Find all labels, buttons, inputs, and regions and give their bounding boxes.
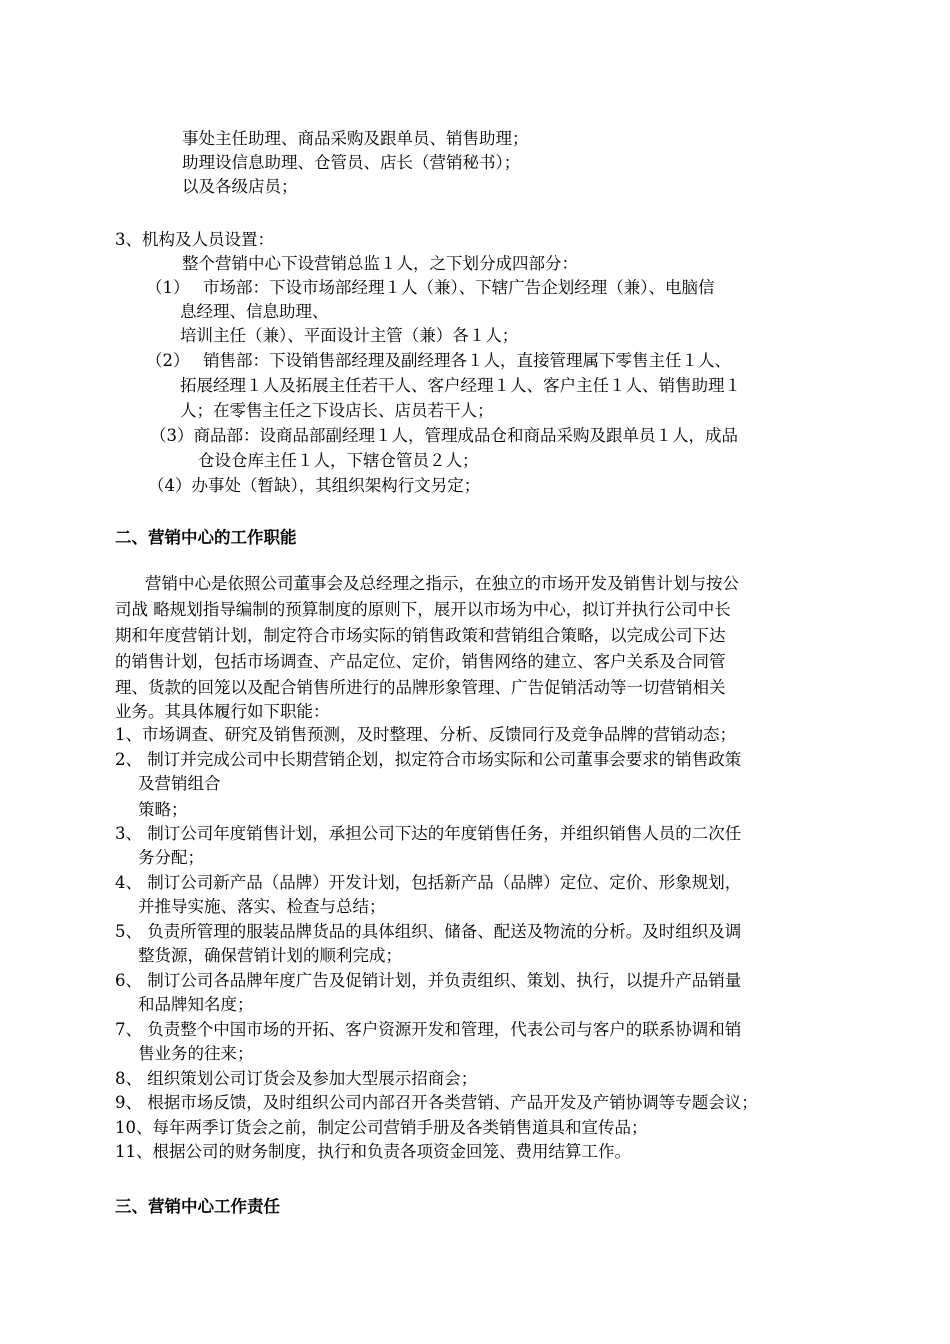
duty-item: 7、 负责整个中国市场的开拓、客户资源开发和管理，代表公司与客户的联系协调和销 [115,1020,742,1039]
org-item-line: （1） 市场部：下设市场部经理１人（兼）、下辖广告企划经理（兼）、电脑信 [146,278,715,297]
paragraph-line: 理、货款的回笼以及配合销售所进行的品牌形象管理、广告促销活动等一切营销相关 [115,678,726,697]
duty-item: 3、 制订公司年度销售计划，承担公司下达的年度销售任务，并组织销售人员的二次任 [115,824,742,843]
duty-item: 和品牌知名度； [138,995,254,1014]
paragraph-line: 业务。其具体履行如下职能： [115,702,330,721]
duty-item: 并推导实施、落实、检查与总结； [138,897,386,916]
text-line: 整个营销中心下设营销总监１人，之下划分成四部分： [182,254,578,273]
duty-item: 8、 组织策划公司订货会及参加大型展示招商会； [115,1069,478,1088]
duty-item: 及营销组合 [138,774,221,793]
org-item-line: 仓设仓库主任１人，下辖仓管员２人； [198,451,479,470]
section-title: 3、机构及人员设置： [115,230,274,249]
paragraph-line: 期和年度营销计划，制定符合市场实际的销售政策和营销组合策略，以完成公司下达 [115,626,726,645]
org-item-line: 人；在零售主任之下设店长、店员若干人； [180,401,494,420]
org-item-line: 息经理、信息助理、 [180,302,329,321]
paragraph-line: 的销售计划，包括市场调查、产品定位、定价，销售网络的建立、客户关系及合同管 [115,652,726,671]
duty-item: 6、 制订公司各品牌年度广告及促销计划，并负责组织、策划、执行，以提升产品销量 [115,971,742,990]
duty-item: 10、每年两季订货会之前，制定公司营销手册及各类销售道具和宣传品； [115,1118,648,1137]
paragraph-line: 司战 略规划指导编制的预算制度的原则下，展开以市场为中心，拟订并执行公司中长 [115,600,731,619]
paragraph-line: 营销中心是依照公司董事会及总经理之指示，在独立的市场开发及销售计划与按公 [145,574,739,593]
duty-item: 策略； [138,800,188,819]
section-heading: 三、营销中心工作责任 [115,1197,280,1216]
duty-item: 售业务的往来； [138,1044,254,1063]
duty-item: 9、 根据市场反馈，及时组织公司内部召开各类营销、产品开发及产销协调等专题会议； [115,1093,758,1112]
section-heading: 二、营销中心的工作职能 [115,528,297,547]
org-item-line: （2） 销售部：下设销售部经理及副经理各１人，直接管理属下零售主任１人、 [146,351,731,370]
org-item-line: 拓展经理１人及拓展主任若干人、客户经理１人、客户主任１人、销售助理１ [180,376,741,395]
org-item-line: （3）商品部：设商品部副经理１人，管理成品仓和商品采购及跟单员１人，成品 [150,426,738,445]
text-line: 助理设信息助理、仓管员、店长（营销秘书）； [182,153,521,172]
duty-item: 5、 负责所管理的服装品牌货品的具体组织、储备、配送及物流的分析。及时组织及调 [115,922,742,941]
duty-item: 整货源，确保营销计划的顺利完成； [138,946,402,965]
duty-item: 1、市场调查、研究及销售预测，及时整理、分析、反馈同行及竞争品牌的营销动态； [115,725,736,744]
duty-item: 4、 制订公司新产品（品牌）开发计划，包括新产品（品牌）定位、定价、形象规划， [115,873,742,892]
text-line: 事处主任助理、商品采购及跟单员、销售助理； [182,129,529,148]
duty-item: 11、根据公司的财务制度，执行和负责各项资金回笼、费用结算工作。 [115,1142,631,1161]
org-item-line: 培训主任（兼）、平面设计主管（兼）各１人； [180,326,519,345]
org-item-line: （4）办事处（暂缺），其组织架构行文另定； [148,476,481,495]
duty-item: 2、 制订并完成公司中长期营销企划，拟定符合市场实际和公司董事会要求的销售政策 [115,750,742,769]
text-line: 以及各级店员； [182,177,298,196]
duty-item: 务分配； [138,848,204,867]
